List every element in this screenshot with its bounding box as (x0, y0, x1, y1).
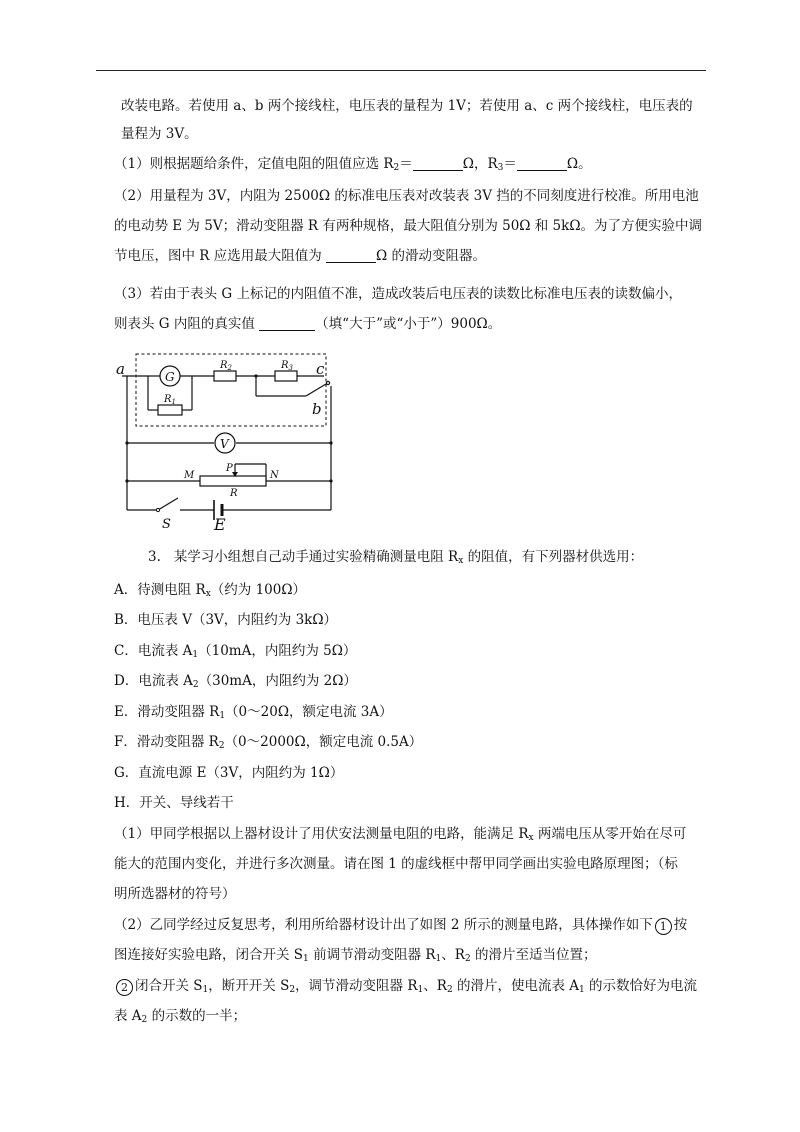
answer-blank-r-max[interactable] (326, 248, 376, 263)
rheostat-n-label: N (270, 470, 279, 481)
resistor-r2-icon (214, 371, 236, 381)
p2-intro-line2: 量程为 3V。 (121, 126, 198, 142)
p2-q2-line2: 的电动势 E 为 5V；滑动变阻器 R 有两种规格，最大阻值分别为 50Ω 和 5kΩ。为了方便实验中调 (114, 218, 703, 234)
p3-s2-line2: 图连接好实验电路，闭合开关 $S_1$ 前调节滑动变阻器 $R_1$、$R_2$ 的滑片至适当位置； (114, 947, 597, 964)
item-c: C．电流表 $A_1(10mA$，内阻约为 5Ω） (114, 643, 357, 660)
switch-s-label: S (162, 517, 171, 530)
rheostat-m-label: M (184, 470, 195, 481)
header-rule (96, 70, 706, 71)
voltmeter-label: V (220, 437, 229, 451)
p3-s2-line1: （2）乙同学经过反复思考，利用所给器材设计出了如图 2 所示的测量电路，具体操作如下 1 按 (114, 917, 688, 933)
p2-q3-line1: （3）若由于表头 G 上标记的内阻值不准，造成改装后电压表的读数比标准电压表的读数偏小， (114, 286, 682, 302)
p2-q2-line1: （2）用量程为 3V，内阻为 2500Ω 的标准电压表对改装表 3V 挡的不同刻度进行校准。所用电池 (114, 188, 699, 204)
p3-s1-line3: 明所选器材的符号） (114, 886, 236, 902)
switch-terminal-icon (156, 508, 159, 511)
p3-s3-line1: 2 闭合开关 $S_1$，断开开关 $S_2$，调节滑动变阻器 $R_1$、$R_2$ 的滑片，使电流表 $A_1$ 的示数恰好为电流 (114, 976, 697, 996)
p3-title: 3. 某学习小组想自己动手通过实验精确测量电阻 $R_x$ 的阻值，有下列器材供选用： (148, 549, 644, 566)
item-a: A．待测电阻 $R_x$（约为 100Ω） (114, 582, 307, 599)
answer-blank-r2[interactable] (413, 156, 463, 171)
p2-q1: （1）则根据题给条件，定值电阻的阻值应选 $R_2= \Omega$，$R_3= \Omega$。 (114, 156, 592, 173)
answer-blank-r3[interactable] (517, 156, 567, 171)
p2-q3-line2: 则表头 G 内阻的真实值 （填“大于”或“小于”）900Ω。 (114, 316, 502, 332)
item-b: B．电压表 V（3V，内阻约为 3kΩ） (114, 612, 338, 628)
item-f: F．滑动变阻器 $R_2(0\sim 2000\Omega$，额定电流 0.5A） (114, 734, 423, 751)
item-g: G．直流电源 E（3V，内阻约为 1Ω） (114, 765, 344, 781)
item-h: H．开关、导线若干 (114, 795, 234, 811)
p3-s1-line1: （1）甲同学根据以上器材设计了用伏安法测量电阻的电路，能满足 $R_x$ 两端电压从零开始在尽可 (114, 826, 687, 843)
r2-label: $R_2$ (220, 360, 232, 372)
p3-s3-line2: 表 $A_2$ 的示数的一半； (114, 1008, 247, 1025)
galvanometer-label: G (165, 370, 175, 384)
r1-label: $R_1$ (164, 394, 176, 406)
terminal-a-label: a (116, 360, 125, 378)
step-2-marker: 2 (116, 979, 133, 996)
resistor-r3-icon (275, 371, 297, 381)
p3-s1-line2: 能大的范围内变化，并进行多次测量。请在图 1 的虚线框中帮甲同学画出实验电路原理图；（标 (114, 856, 678, 872)
terminal-c-label: c (316, 360, 325, 378)
terminal-b-label: b (312, 400, 322, 418)
rheostat-icon (200, 476, 266, 486)
answer-blank-g-resistance[interactable] (259, 316, 315, 331)
circuit-diagram (110, 348, 350, 530)
r3-label: $R_3$ (281, 360, 293, 372)
step-1-marker: 1 (655, 918, 672, 935)
resistor-r1-icon (158, 405, 182, 415)
rheostat-r-label: R (230, 488, 238, 499)
item-e: E．滑动变阻器 $R_1(0\sim 20\Omega$，额定电流 3A） (114, 704, 393, 721)
p2-intro-line1: 改装电路。若使用 a、b 两个接线柱，电压表的量程为 1V；若使用 a、c 两个接线柱，电压表的 (121, 98, 693, 114)
battery-e-label: E (214, 515, 226, 530)
item-d: D．电流表 $A_2(30mA$，内阻约为 2Ω） (114, 673, 357, 690)
p2-q2-line3: 节电压，图中 R 应选用最大阻值为 Ω 的滑动变阻器。 (114, 248, 487, 264)
slider-p-label: P (226, 463, 233, 474)
